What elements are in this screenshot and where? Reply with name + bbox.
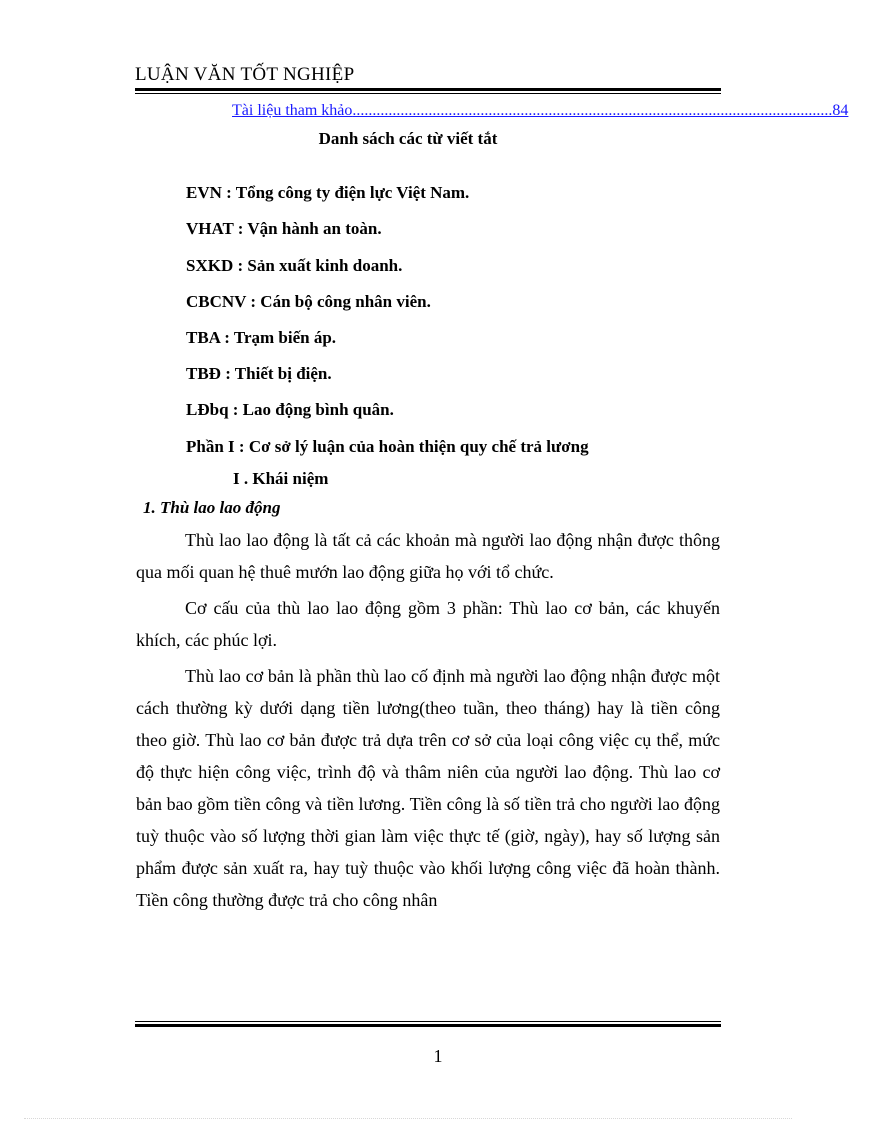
body-paragraph: Cơ cấu của thù lao lao động gồm 3 phần: Thù lao cơ bản, các khuyến khích, các phúc lợi.	[136, 598, 720, 650]
header-title: LUẬN VĂN TỐT NGHIỆP	[135, 64, 355, 85]
section-subheading: I . Khái niệm	[233, 469, 329, 488]
header-rule-thick	[135, 88, 721, 91]
footer-rule-thick	[135, 1024, 721, 1027]
abbreviation-item: LĐbq : Lao động bình quân.	[186, 400, 394, 419]
abbreviations-title: Danh sách các từ viết tắt	[318, 129, 498, 148]
part-heading: Phần I : Cơ sở lý luận của hoàn thiện quy chế trả lương	[186, 437, 589, 456]
page-edge-dotted	[24, 1118, 792, 1119]
abbreviation-item: TBĐ : Thiết bị điện.	[186, 364, 332, 383]
footer-rule-thin	[135, 1021, 721, 1022]
toc-leader-dots: ........................................................................................................................	[352, 102, 833, 119]
abbreviation-item: TBA : Trạm biến áp.	[186, 328, 337, 347]
abbreviation-item: SXKD : Sản xuất kinh doanh.	[186, 256, 403, 275]
toc-entry-label: Tài liệu tham khảo	[232, 102, 353, 119]
header-rule-thin	[135, 93, 721, 94]
page-number: 1	[433, 1046, 443, 1066]
toc-entry-page: 84	[832, 102, 849, 119]
abbreviation-item: CBCNV : Cán bộ công nhân viên.	[186, 292, 431, 311]
abbreviation-item: VHAT : Vận hành an toàn.	[186, 219, 382, 238]
body-paragraph: Thù lao lao động là tất cả các khoản mà người lao động nhận được thông qua mối quan hệ thuê mướn lao động giữa họ với tổ chức.	[136, 530, 720, 582]
abbreviation-item: EVN : Tổng công ty điện lực Việt Nam.	[186, 183, 470, 202]
item-heading: 1. Thù lao lao động	[143, 498, 281, 517]
body-paragraph: Thù lao cơ bản là phần thù lao cố định mà người lao động nhận được một cách thường kỳ dưới dạng tiền lương(theo tuần, theo tháng) hay là tiền công theo giờ. Thù lao cơ bản được trả dựa trên cơ sở của loại công việc cụ thể, mức độ thực hiện công việc, trình độ và thâm niên của người lao động. Thù lao cơ bản bao gồm tiền công và tiền lương. Tiền công là số tiền trả cho người lao động tuỳ thuộc vào số lượng thời gian làm việc thực tế (giờ, ngày), hay số lượng sản phẩm được sản xuất ra, hay tuỳ thuộc vào khối lượng công việc đã hoàn thành. Tiền công thường được trả cho công nhân	[136, 666, 720, 910]
toc-entry-link[interactable]	[232, 102, 849, 120]
